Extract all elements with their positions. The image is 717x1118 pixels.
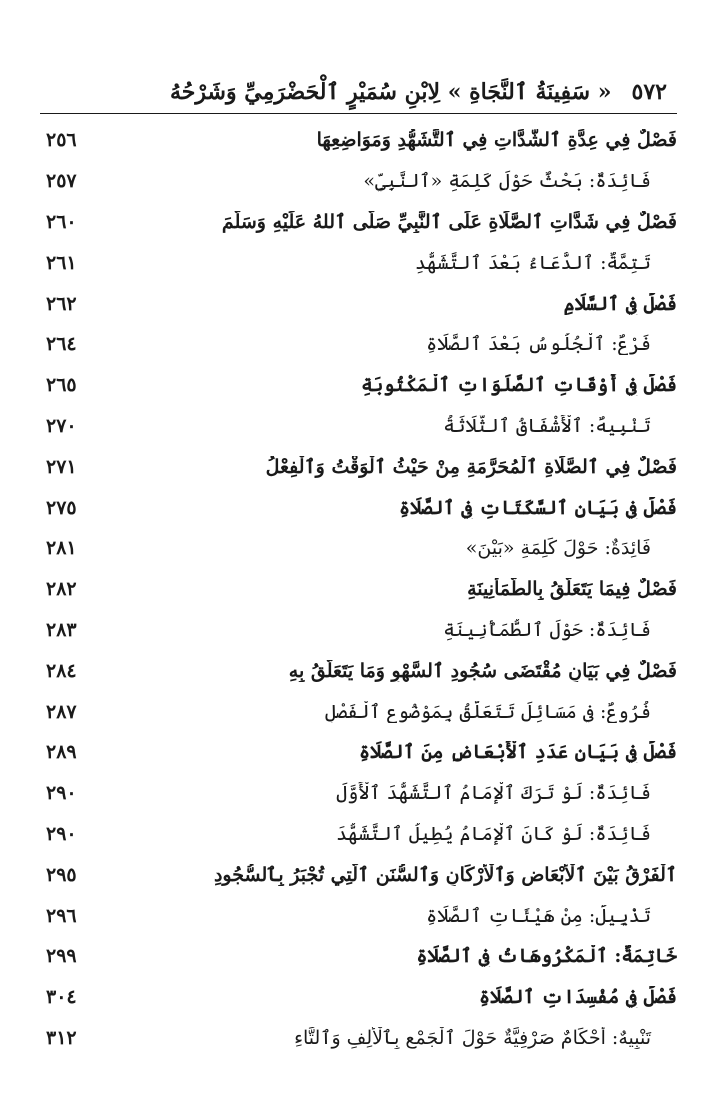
- toc-entry-page: ٢٦٢: [46, 292, 77, 315]
- toc-entry-title: فَائِدَةٌ: بَحْثٌ حَوْلَ كَلِمَةِ «ٱلنَّبِيِّ»: [363, 170, 651, 193]
- toc-entry-title: فَصْلٌ فِي مُفْسِدَاتِ ٱلصَّلَاةِ: [479, 986, 677, 1009]
- toc-entry: [40, 936, 677, 977]
- toc-entry-page: ٢٥٦: [46, 129, 77, 152]
- toc-entry-title: فُرُوعٌ: فِي مَسَائِلَ تَتَعَلَّقُ بِمَوْضُوعِ ٱلْفَصْلِ: [324, 700, 651, 723]
- toc-entry-page: ٢٩٦: [46, 904, 77, 927]
- toc-entry: [40, 650, 677, 691]
- header-book-title: « سَفِينَةُ ٱلنَّجَاةِ » لِابْنِ سُمَيْرٍ ٱلْحَضْرَمِيِّ وَشَرْحُهُ: [170, 79, 612, 105]
- toc-entry: [40, 691, 677, 732]
- toc-entry-title: فَصْلٌ فِي بَيَانِ عَدَدِ ٱلْأَبْعَاضِ مِنَ ٱلصَّلَاةِ: [358, 741, 677, 764]
- toc-entry-page: ٢٨٢: [46, 578, 77, 601]
- toc-entry-page: ٢٩٠: [46, 782, 77, 805]
- toc-entry-page: ٢٦٤: [46, 333, 77, 356]
- toc-entry-page: ٢٧٥: [46, 496, 77, 519]
- toc-entry-page: ٢٨٩: [46, 741, 77, 764]
- toc-entry: [40, 161, 677, 202]
- toc-entry: [40, 120, 677, 161]
- toc-entry-page: ٢٩٩: [46, 945, 77, 968]
- toc-entry: [40, 283, 677, 324]
- toc-entry: [40, 814, 677, 855]
- toc-entry-page: ٢٦١: [46, 251, 77, 274]
- toc-entry-page: ٢٨١: [46, 537, 77, 560]
- toc-entry-page: ٢٥٧: [46, 170, 77, 193]
- toc-entry-title: فَصْلٌ فِي ٱلسَّلَامِ: [563, 292, 677, 315]
- toc-entry-page: ٢٨٣: [46, 618, 77, 641]
- toc-entry-title: ٱلْفَرْقُ بَيْنَ ٱلْأَبْعَاضِ وَٱلْأَرْكَانِ وَٱلسُّنَنِ ٱلَّتِي تُجْبَرُ بِٱلسُّجُودِ: [213, 863, 677, 886]
- toc-entry-title: فَصْلٌ فِي بَيَانِ مُقْتَضَى سُجُودِ ٱلسَّهْوِ وَمَا يَتَعَلَّقُ بِهِ: [288, 659, 677, 682]
- toc-entry-title: فَائِدَةٌ: لَوْ كَانَ ٱلْإِمَامُ يُطِيلُ ٱلتَّشَهُّدَ: [336, 822, 651, 845]
- toc-entry-title: تَنْبِيهٌ: أَحْكَامٌ صَرْفِيَّةٌ حَوْلَ ٱلْجَمْعِ بِٱلْأَلِفِ وَٱلتَّاءِ: [294, 1026, 651, 1049]
- toc-entry: [40, 324, 677, 365]
- toc-entry-page: ٢٦٥: [46, 374, 77, 397]
- toc-entry-title: فَصْلٌ فِي بَيَانِ ٱلسَّكَتَاتِ فِي ٱلصَّلَاةِ: [399, 496, 677, 519]
- toc-entry-title: تَذْيِيلٌ: مِنْ هَيْئَاتِ ٱلصَّلَاةِ: [426, 904, 651, 927]
- toc-entry-page: ٢٧١: [46, 455, 77, 478]
- table-of-contents: [40, 120, 677, 1058]
- toc-entry: [40, 528, 677, 569]
- toc-entry: [40, 487, 677, 528]
- toc-entry-title: فَرْعٌ: ٱلْجُلُوسُ بَعْدَ ٱلصَّلَاةِ: [426, 333, 651, 356]
- toc-entry-title: فَصْلٌ فِي ٱلصَّلَاةِ ٱلْمُحَرَّمَةِ مِنْ حَيْثُ ٱلْوَقْتُ وَٱلْفِعْلُ: [265, 455, 677, 478]
- toc-entry: [40, 242, 677, 283]
- toc-entry-title: تَتِمَّةٌ: ٱلدُّعَاءُ بَعْدَ ٱلتَّشَهُّدِ: [414, 251, 651, 274]
- toc-entry: [40, 446, 677, 487]
- toc-entry-title: فَائِدَةٌ: لَوْ تَرَكَ ٱلْإِمَامُ ٱلتَّشَهُّدَ ٱلْأَوَّلَ: [336, 782, 651, 805]
- toc-entry-title: فَصْلٌ فِي عِدَّةِ ٱلشَّدَّاتِ فِي ٱلتَّشَهُّدِ وَمَوَاضِعِهَا: [316, 129, 677, 152]
- toc-entry-page: ٣٠٤: [46, 986, 77, 1009]
- toc-entry-page: ٢٩٥: [46, 863, 77, 886]
- toc-entry-title: فَصْلٌ فِيمَا يَتَعَلَّقُ بِالطُّمَأْنِينَةِ: [467, 578, 677, 601]
- toc-entry-page: ٢٨٤: [46, 659, 77, 682]
- toc-entry: [40, 977, 677, 1018]
- toc-entry: [40, 1018, 677, 1059]
- toc-entry: [40, 773, 677, 814]
- toc-entry: [40, 895, 677, 936]
- header-rule: [40, 113, 677, 114]
- toc-entry: [40, 406, 677, 447]
- toc-entry-title: فَائِدَةٌ: حَوْلَ كَلِمَةِ «بَيْنَ»: [465, 537, 651, 560]
- toc-entry: [40, 610, 677, 651]
- toc-entry-title: فَائِدَةٌ: حَوْلَ ٱلطُّمَأْنِينَةِ: [443, 618, 651, 641]
- toc-entry-title: تَنْبِيهٌ: ٱلْأَشْفَاقُ ٱلثَّلَاثَةُ: [443, 414, 651, 437]
- toc-entry: [40, 854, 677, 895]
- toc-entry: [40, 365, 677, 406]
- running-header: [60, 72, 677, 112]
- toc-entry-page: ٢٧٠: [46, 414, 77, 437]
- toc-entry-page: ٢٦٠: [46, 210, 77, 233]
- toc-entry-title: فَصْلٌ فِي أَوْقَاتِ ٱلصَّلَوَاتِ ٱلْمَكْتُوبَةِ: [361, 374, 677, 397]
- toc-entry-title: فَصْلٌ فِي شَدَّاتِ ٱلصَّلَاةِ عَلَى ٱلنَّبِيِّ صَلَّى ٱللهُ عَلَيْهِ وَسَلَّمَ: [221, 210, 677, 233]
- toc-entry: [40, 202, 677, 243]
- toc-entry-title: خَاتِمَةٌ: ٱلْمَكْرُوهَاتُ فِي ٱلصَّلَاةِ: [416, 945, 677, 968]
- header-page-number: ٥٧٢: [631, 79, 667, 105]
- toc-entry-page: ٢٨٧: [46, 700, 77, 723]
- toc-entry-page: ٣١٢: [46, 1026, 77, 1049]
- toc-entry-page: ٢٩٠: [46, 822, 77, 845]
- toc-entry: [40, 569, 677, 610]
- toc-entry: [40, 732, 677, 773]
